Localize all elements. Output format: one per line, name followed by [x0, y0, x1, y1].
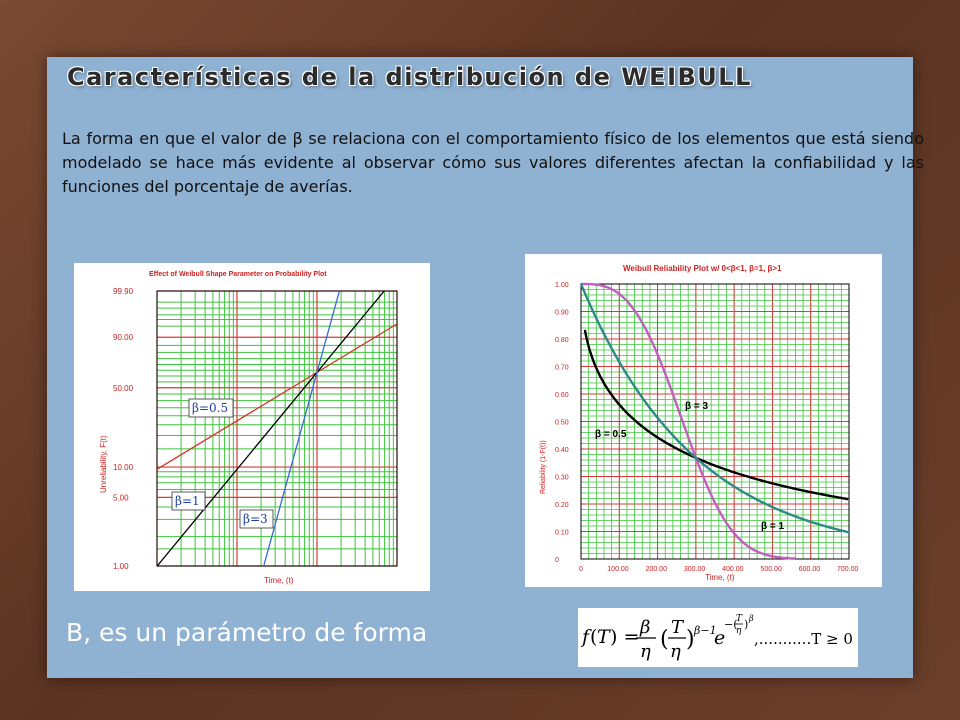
formula-condition: ,...........T ≥ 0 [754, 630, 853, 648]
x-tick-label: 0 [579, 566, 583, 573]
slide-title: Características de la distribución de WEIBULL [67, 63, 752, 91]
formula-equals: ) = [610, 626, 640, 648]
series-annotation: β=3 [243, 512, 268, 526]
y-tick-label: 10.00 [113, 463, 134, 473]
series-annotation: β = 1 [761, 521, 785, 532]
plot-frame [157, 291, 397, 566]
reliability-plot-svg [525, 254, 882, 587]
y-tick-label: 1.00 [555, 282, 569, 289]
formula-eta-denominator: η [670, 641, 681, 662]
y-tick-label: 0.60 [555, 392, 569, 399]
formula-t-numerator: T [671, 617, 684, 638]
formula-eta: η [640, 641, 651, 662]
formula-e: e [714, 627, 726, 649]
chart-title: Weibull Reliability Plot w/ 0<β<1, β=1, β>1 [623, 264, 782, 273]
formula-exp-eta: η [736, 626, 742, 636]
series-annotation: β=1 [175, 494, 200, 508]
formula-exp-close: ) [744, 618, 749, 631]
x-tick-label: 600.00 [798, 566, 821, 573]
y-tick-label: 0.50 [555, 419, 569, 427]
series-annotation: β = 3 [685, 401, 709, 412]
formula-paren-left: ( [660, 627, 669, 652]
y-tick-label: 50.00 [113, 383, 134, 393]
y-tick-label: 0.10 [555, 529, 569, 537]
series-annotation: β=0.5 [192, 401, 229, 415]
y-tick-label: 0.70 [555, 364, 569, 372]
formula-exp-beta: β [749, 614, 754, 623]
x-tick-label: 700.00 [837, 566, 859, 573]
y-axis-label: Unreliability, F(t) [99, 435, 108, 493]
formula-paren-open: ( [590, 626, 598, 648]
y-tick-label: 0 [555, 557, 559, 564]
series-annotation: β = 0.5 [595, 429, 627, 440]
formula-exp-t: T [736, 614, 743, 624]
body-text: La forma en que el valor de β se relaciona con el comportamiento físico de los elementos que está siendo modelado se hace más evidente al observar cómo sus valores diferentes afectan la confiabilidad y las funciones del porcentaje de averías. [62, 129, 924, 196]
chart-title: Effect of Weibull Shape Parameter on Probability Plot [149, 271, 327, 278]
formula-exp-minus: −( [724, 618, 738, 631]
x-tick-label: 300.00 [683, 566, 706, 573]
formula-t-variable: T [597, 626, 610, 648]
formula-svg [578, 608, 858, 667]
x-tick-label: 100.00 [607, 566, 629, 573]
x-axis-label: Time, (t) [264, 576, 294, 585]
content-panel [47, 57, 924, 678]
probability-plot-svg [74, 263, 430, 591]
y-axis-label: Reliability (1-F(t)) [540, 440, 547, 494]
formula-paren-right: ) [686, 627, 695, 652]
y-tick-label: 0.30 [555, 474, 569, 482]
formula-f-of-t: f [582, 626, 590, 648]
x-tick-label: 500.00 [760, 566, 782, 573]
y-tick-label: 0.80 [555, 337, 569, 344]
y-tick-label: 0.90 [555, 309, 569, 317]
formula-beta: β [640, 617, 651, 638]
shape-parameter-caption: B, es un parámetro de forma [66, 618, 428, 647]
x-tick-label: 400.00 [722, 566, 744, 573]
background-frame-line [0, 0, 1, 1]
probability-plot-chart [74, 263, 430, 591]
y-tick-label: 99.90 [113, 287, 134, 296]
y-tick-label: 1.00 [113, 562, 129, 571]
reliability-plot-chart [525, 254, 882, 587]
y-tick-label: 0.40 [555, 447, 569, 454]
x-tick-label: 200.00 [645, 566, 667, 573]
y-tick-label: 0.20 [555, 502, 569, 509]
weibull-pdf-formula [578, 608, 858, 667]
y-tick-label: 90.00 [113, 333, 134, 343]
x-axis-label: Time, (t) [705, 573, 735, 582]
y-tick-label: 5.00 [113, 493, 129, 503]
series-line [157, 263, 397, 591]
formula-exponent-beta-minus-1: β−1 [694, 624, 717, 637]
